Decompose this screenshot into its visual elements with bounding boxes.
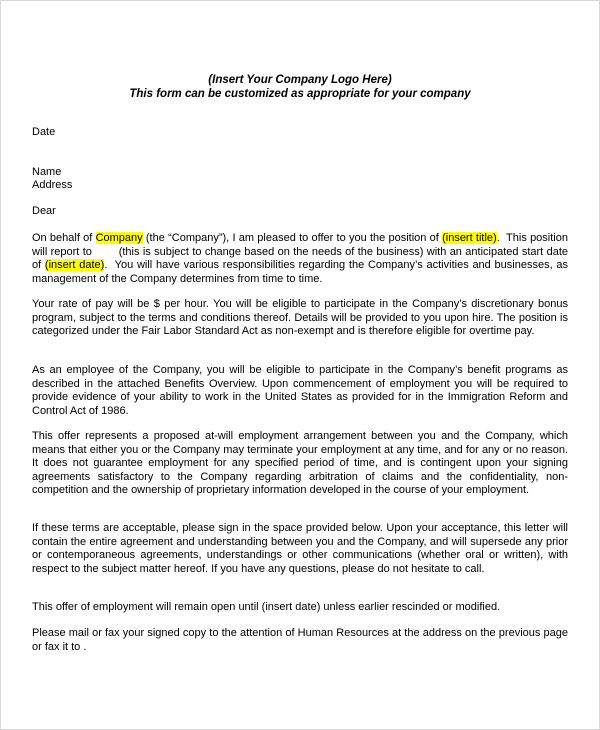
salutation: Dear: [32, 205, 56, 217]
start-date-placeholder: (insert date): [44, 259, 105, 272]
offer-text: (the “Company”), I am pleased to offer to you the position of: [142, 232, 443, 244]
address-field: Address: [32, 179, 73, 191]
paragraph-pay: Your rate of pay will be $ per hour. You will be eligible to participate in the Company’s discretionary bonus program, subject to the terms and conditions thereof. Details will be provided to you upon hire. The position is categorized under the Fair Labor Standard Act as non-exempt and is therefore eligible for overtime pay.: [32, 298, 568, 338]
paragraph-benefits: As an employee of the Company, you will be eligible to participate in the Company’s benefit programs as described in the attached Benefits Overview. Upon commencement of employment you will be required to provide evidence of your ability to work in the United States as provided for in the Immigration Reform and Control Act of 1986.: [32, 364, 568, 417]
company-placeholder: Company: [95, 232, 143, 244]
paragraph-return-instructions: Please mail or fax your signed copy to the attention of Human Resources at the address on the previous page or fax it to .: [32, 627, 568, 653]
offer-text: On behalf of: [32, 232, 96, 244]
paragraph-at-will: This offer represents a proposed at-will employment arrangement between you and the Company, which means that either you or the Company may terminate your employment at any time, and for any or no reason. It does not guarantee employment for any specified period of time, and is contingent upon your signing agreements satisfactory to the Company regarding arbitration of claims and the confidentiality, non-competition and the ownership of proprietary information developed in the course of your employment.: [32, 430, 568, 497]
date-field: Date: [32, 126, 56, 138]
paragraph-offer: [32, 232, 572, 286]
logo-placeholder: (Insert Your Company Logo Here): [208, 74, 392, 86]
paragraph-acceptance: If these terms are acceptable, please sign in the space provided below. Upon your acceptance, this letter will contain the entire agreement and understanding between you and the Company, and will supersede any prior or contemporaneous agreements, understandings or other communications (whether oral or written), with respect to the subject matter hereof. If you have any questions, please do not hesitate to call.: [32, 522, 568, 575]
title-placeholder: (insert title): [442, 232, 497, 244]
customize-note: This form can be customized as appropriate for your company: [129, 88, 471, 100]
offer-text: . This position will report to (this is subject to change based on the needs of the business) with an anticipated start date of: [32, 232, 572, 272]
name-field: Name: [32, 166, 62, 178]
offer-text: . You will have various responsibilities regarding the Company’s activities and businesses, as management of the Company determines from time to time.: [32, 259, 572, 285]
paragraph-offer-validity: This offer of employment will remain open until (insert date) unless earlier rescinded or modified.: [32, 601, 501, 613]
